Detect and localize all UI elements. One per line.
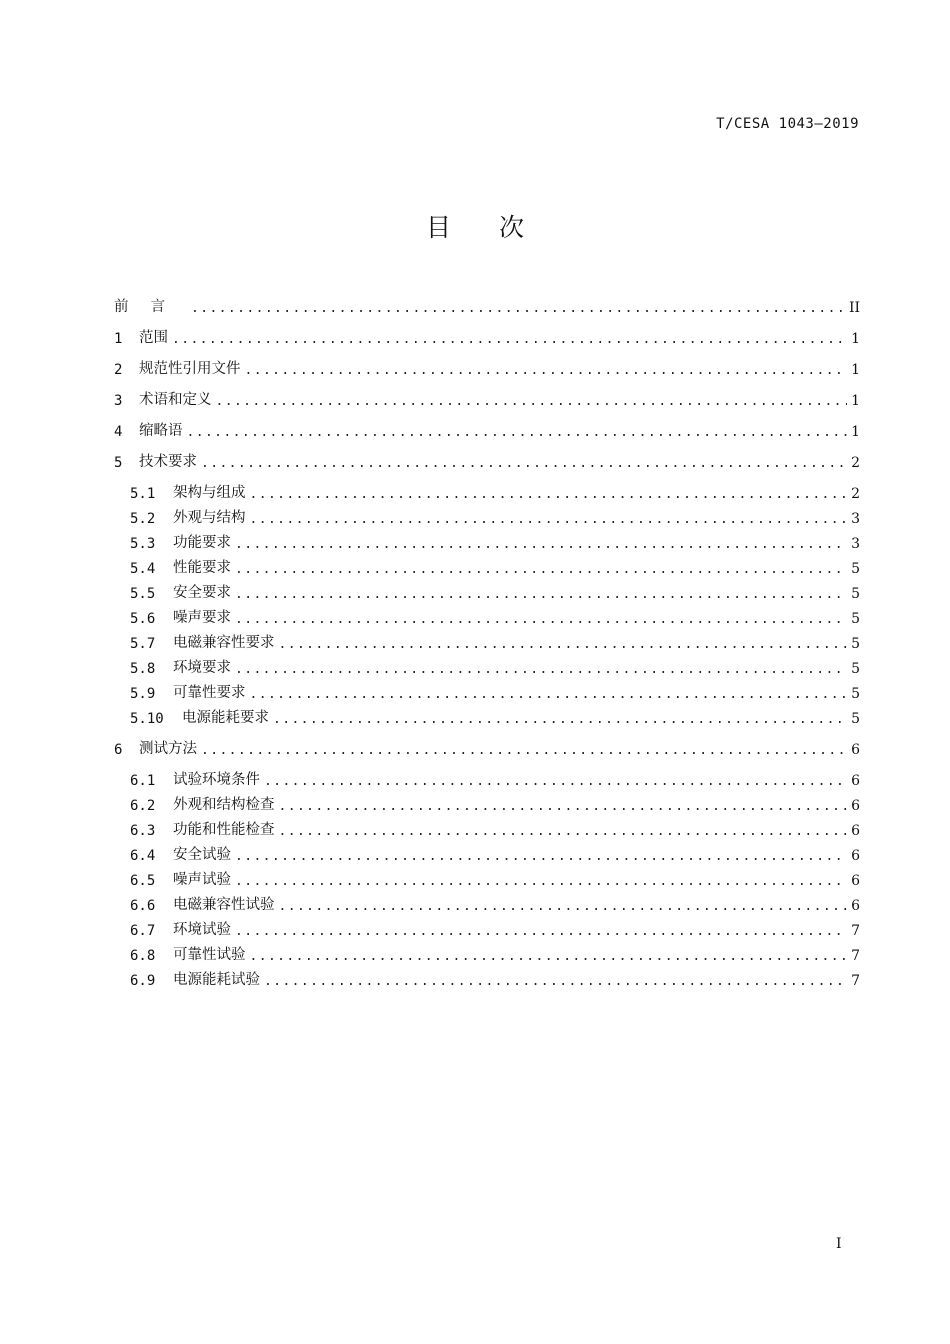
toc-entry[interactable]: [114, 727, 860, 758]
toc-leader-dots: [216, 394, 848, 409]
toc-subentry[interactable]: [114, 502, 860, 527]
toc-entry-label: 电源能耗要求: [182, 710, 269, 726]
toc-subentry[interactable]: [114, 702, 860, 727]
toc-entry-label: 可靠性试验: [173, 947, 246, 963]
toc-entry-page: 6: [851, 873, 860, 889]
toc-subentry[interactable]: [114, 677, 860, 702]
toc-entry-number: 5.3: [130, 536, 156, 552]
toc-entry[interactable]: [114, 378, 860, 409]
toc-leader-dots: [201, 456, 847, 471]
toc-entry-number: 6.1: [130, 773, 156, 789]
toc-entry-label: 功能和性能检查: [173, 822, 275, 838]
toc-leader-dots: [235, 874, 847, 889]
toc-subentry[interactable]: [114, 789, 860, 814]
toc-subentry[interactable]: [114, 764, 860, 789]
toc-entry-number: 6: [114, 742, 123, 758]
toc-entry-page: 5: [851, 711, 860, 727]
page-number: I: [836, 1236, 842, 1252]
toc-entry-label: 安全试验: [173, 847, 231, 863]
toc-entry-number: 1: [114, 331, 123, 347]
toc-subentry[interactable]: [114, 814, 860, 839]
toc-entry-page: 5: [851, 686, 860, 702]
toc-entry[interactable]: [114, 409, 860, 440]
toc-entry-page: 1: [851, 362, 860, 378]
toc-subentry[interactable]: [114, 964, 860, 989]
toc-entry-label: 技术要求: [139, 454, 197, 470]
toc-entry-label: 测试方法: [139, 741, 197, 757]
toc-entry-label: 环境试验: [173, 922, 231, 938]
toc-leader-dots: [279, 824, 848, 839]
toc-entry-label: 电磁兼容性试验: [173, 897, 275, 913]
toc-leader-dots: [273, 712, 847, 727]
toc-leader-dots: [235, 562, 847, 577]
toc-entry-page: 6: [851, 742, 860, 758]
toc-leader-dots: [235, 587, 847, 602]
toc-entry-label: 安全要求: [173, 585, 231, 601]
page-title: 目次: [425, 213, 572, 242]
toc-entry-number: 5.2: [130, 511, 156, 527]
toc-entry-number: 5: [114, 455, 123, 471]
toc-entry-number: 6.8: [130, 948, 156, 964]
toc-subentry[interactable]: [114, 652, 860, 677]
toc-leader-dots: [264, 974, 847, 989]
toc-entry-label: 电磁兼容性要求: [173, 635, 275, 651]
toc-entry-label: 环境要求: [173, 660, 231, 676]
toc-subentry[interactable]: [114, 839, 860, 864]
toc-entry-number: 5.9: [130, 686, 156, 702]
toc-entry-number: 6.2: [130, 798, 156, 814]
toc-entry-number: 4: [114, 424, 123, 440]
toc-entry-page: 3: [851, 536, 860, 552]
toc-entry-page: 5: [851, 611, 860, 627]
toc-entry-label: 外观和结构检查: [173, 797, 275, 813]
toc-leader-dots: [187, 425, 848, 440]
toc-entry-page: 6: [851, 773, 860, 789]
toc-entry-label: 范围: [139, 330, 168, 346]
toc-entry-number: 6.9: [130, 973, 156, 989]
toc-subentry[interactable]: [114, 477, 860, 502]
toc-entry-number: 6.4: [130, 848, 156, 864]
toc-entry-label: 术语和定义: [139, 392, 212, 408]
toc-entry-page: 2: [851, 486, 860, 502]
toc-entry-page: 6: [851, 798, 860, 814]
toc-subentry[interactable]: [114, 864, 860, 889]
toc-leader-dots: [235, 924, 847, 939]
toc-entry-page: 2: [851, 455, 860, 471]
toc-entry-page: 6: [851, 898, 860, 914]
toc-entry-number: 6.5: [130, 873, 156, 889]
toc-entry-page: 5: [851, 661, 860, 677]
toc-subentry[interactable]: [114, 602, 860, 627]
toc-entry[interactable]: [114, 285, 860, 316]
toc-entry-label: 前言: [114, 299, 187, 315]
toc-leader-dots: [250, 487, 848, 502]
toc-entry-number: 2: [114, 362, 123, 378]
toc-entry-number: 5.6: [130, 611, 156, 627]
toc-entry-label: 规范性引用文件: [139, 361, 241, 377]
toc-leader-dots: [264, 774, 847, 789]
toc-entry[interactable]: [114, 440, 860, 471]
toc-leader-dots: [235, 537, 847, 552]
toc-entry-page: 7: [851, 973, 860, 989]
toc-entry-label: 性能要求: [173, 560, 231, 576]
toc-entry[interactable]: [114, 347, 860, 378]
toc-leader-dots: [250, 949, 848, 964]
toc-entry-page: 6: [851, 823, 860, 839]
toc-entry-number: 6.3: [130, 823, 156, 839]
toc-subentry[interactable]: [114, 889, 860, 914]
toc-entry-number: 6.6: [130, 898, 156, 914]
toc-leader-dots: [235, 849, 847, 864]
toc-entry-number: 3: [114, 393, 123, 409]
document-id: T/CESA 1043—2019: [716, 116, 859, 132]
toc-leader-dots: [201, 743, 847, 758]
toc-entry-page: II: [848, 300, 860, 316]
toc-entry-page: 7: [851, 948, 860, 964]
toc-entry-label: 外观与结构: [173, 510, 246, 526]
toc-entry-page: 5: [851, 561, 860, 577]
toc-leader-dots: [235, 662, 847, 677]
toc-entry-page: 1: [851, 393, 860, 409]
toc-subentry[interactable]: [114, 939, 860, 964]
toc-entry-number: 5.10: [130, 711, 164, 727]
toc-leader-dots: [235, 612, 847, 627]
toc-leader-dots: [250, 687, 848, 702]
toc-leader-dots: [279, 899, 848, 914]
toc-subentry[interactable]: [114, 577, 860, 602]
toc-entry-label: 电源能耗试验: [173, 972, 260, 988]
toc-entry-label: 架构与组成: [173, 485, 246, 501]
toc-leader-dots: [172, 332, 847, 347]
toc-leader-dots: [245, 363, 848, 378]
toc-entry-number: 5.1: [130, 486, 156, 502]
toc-entry-page: 3: [851, 511, 860, 527]
toc-leader-dots: [279, 799, 848, 814]
toc-subentry[interactable]: [114, 914, 860, 939]
toc-subentry[interactable]: [114, 627, 860, 652]
toc-entry-number: 6.7: [130, 923, 156, 939]
toc-entry-label: 缩略语: [139, 423, 183, 439]
toc-entry-page: 6: [851, 848, 860, 864]
toc-entry-number: 5.7: [130, 636, 156, 652]
toc-entry-number: 5.4: [130, 561, 156, 577]
toc-entry-label: 可靠性要求: [173, 685, 246, 701]
toc-subentry[interactable]: [114, 527, 860, 552]
toc-leader-dots: [191, 301, 845, 316]
toc-entry-label: 功能要求: [173, 535, 231, 551]
toc-entry-page: 5: [851, 636, 860, 652]
toc-entry-number: 5.8: [130, 661, 156, 677]
toc-entry-number: 5.5: [130, 586, 156, 602]
toc-entry-label: 噪声试验: [173, 872, 231, 888]
toc-entry-label: 试验环境条件: [173, 772, 260, 788]
toc-entry-page: 7: [851, 923, 860, 939]
table-of-contents: [114, 285, 860, 989]
toc-leader-dots: [250, 512, 848, 527]
toc-leader-dots: [279, 637, 848, 652]
toc-entry-page: 1: [851, 424, 860, 440]
toc-entry-page: 1: [851, 331, 860, 347]
toc-entry[interactable]: [114, 316, 860, 347]
toc-entry-label: 噪声要求: [173, 610, 231, 626]
toc-entry-page: 5: [851, 586, 860, 602]
toc-subentry[interactable]: [114, 552, 860, 577]
